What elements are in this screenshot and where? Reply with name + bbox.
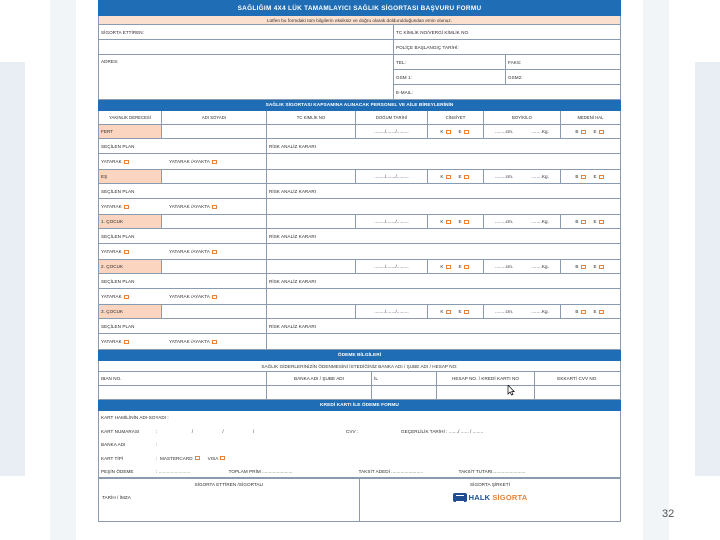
height-placeholder: ........cm. (495, 219, 514, 224)
member-marital (561, 170, 620, 183)
selected-plan-label: SEÇİLEN PLAN (101, 278, 135, 284)
weight-placeholder: ........Kg. (531, 309, 549, 314)
bank-row (101, 442, 618, 447)
gender-male-option[interactable] (459, 264, 471, 269)
member-name-input[interactable] (162, 170, 267, 183)
tel-label: TEL: (396, 59, 406, 65)
coverage-option-row (99, 244, 620, 260)
selected-plan-label: SEÇİLEN PLAN (101, 188, 135, 194)
member-row (99, 260, 620, 274)
inpatient-option[interactable] (101, 249, 163, 254)
company-box (360, 479, 620, 521)
policyholder-section (98, 25, 621, 100)
coverage-option-row (99, 289, 620, 305)
gender-female-label: K (440, 309, 444, 314)
account-label: HESAP NO. / KREDİ KARTI NO (437, 372, 535, 385)
form-title: SAĞLIĞIM 4X4 LÜK TAMAMLAYICI SAĞLIK SİGORTASI BAŞVURU FORMU (98, 0, 621, 16)
gender-female-label: K (440, 174, 444, 179)
member-height-weight-input[interactable] (484, 170, 561, 183)
col-relation: YAKINLIK DERECESİ (99, 111, 162, 124)
member-row (99, 125, 620, 139)
gender-male-checkbox[interactable] (464, 220, 469, 224)
application-form (98, 0, 621, 522)
insured-signature-box[interactable] (99, 479, 360, 521)
marital-single-checkbox[interactable] (581, 130, 586, 134)
left-panel (50, 0, 76, 540)
birth-date-placeholder: ......../......./......... (374, 129, 409, 134)
marital-single-label: B (575, 219, 579, 224)
risk-analysis-value[interactable] (267, 289, 620, 304)
marital-single-label: B (575, 174, 579, 179)
inpatient-outpatient-checkbox[interactable] (212, 205, 217, 209)
inpatient-outpatient-label: YATARAK /AYAKTA (169, 159, 210, 164)
gender-male-option[interactable] (459, 219, 471, 224)
mastercard-checkbox[interactable] (195, 456, 200, 460)
member-gender (428, 215, 484, 228)
member-height-weight-input[interactable] (484, 125, 561, 138)
bank-branch-input[interactable] (267, 386, 372, 399)
marital-single-option[interactable] (575, 264, 587, 269)
card-bank-input[interactable]: : (156, 442, 158, 447)
inpatient-outpatient-label: YATARAK /AYAKTA (169, 339, 210, 344)
card-holder-field[interactable] (101, 415, 618, 420)
member-tc-input[interactable] (267, 260, 356, 273)
gender-female-label: K (440, 264, 444, 269)
gender-male-label: E (458, 264, 462, 269)
expiry-label: EKKART/ CVV NO. (557, 376, 598, 381)
col-marital: MEDENİ HAL (577, 115, 604, 120)
risk-analysis-field[interactable] (267, 319, 620, 333)
member-birth-input[interactable] (356, 215, 428, 228)
weight-placeholder: ........Kg. (531, 174, 549, 179)
marital-married-option[interactable] (594, 219, 606, 224)
right-panel (643, 0, 669, 540)
start-date-label: POLİÇE BAŞLANGIÇ TARİHİ: (396, 44, 459, 50)
insurer-field[interactable] (99, 25, 394, 39)
marital-single-option[interactable] (575, 174, 587, 179)
marital-single-checkbox[interactable] (581, 310, 586, 314)
inpatient-outpatient-label: YATARAK /AYAKTA (169, 204, 210, 209)
gender-male-label: E (458, 174, 462, 179)
logo-text-halk: HALK (468, 493, 491, 502)
col-tc: TC KİMLİK NO (267, 111, 356, 124)
col-name: ADI SOYADI (162, 111, 267, 124)
inpatient-outpatient-label: YATARAK /AYAKTA (169, 294, 210, 299)
marital-married-option[interactable] (594, 264, 606, 269)
gsm2-label: GSM2: (508, 74, 523, 80)
inpatient-checkbox[interactable] (124, 295, 129, 299)
member-name-input[interactable] (162, 260, 267, 273)
inpatient-option[interactable] (101, 294, 163, 299)
col-gender: CİNSİYET (428, 111, 484, 124)
gender-female-checkbox[interactable] (446, 265, 451, 269)
marital-single-checkbox[interactable] (581, 175, 586, 179)
member-height-weight-input[interactable] (484, 215, 561, 228)
iban-input[interactable] (99, 386, 267, 399)
member-tc-input[interactable] (267, 125, 356, 138)
risk-analysis-label: RİSK ANALİZ KARARI (269, 233, 317, 239)
marital-married-option[interactable] (594, 174, 606, 179)
installment-amount-label: TAKSİT TUTARI......................... (458, 469, 526, 474)
card-number-input[interactable]: : / / / (156, 428, 255, 434)
inpatient-outpatient-checkbox[interactable] (212, 160, 217, 164)
card-type-row: KART TİPİ : MASTERCARD VISA (101, 456, 618, 461)
member-row (99, 305, 620, 319)
plan-row (99, 319, 620, 334)
member-row (99, 215, 620, 229)
marital-married-label: E (593, 219, 597, 224)
inpatient-checkbox[interactable] (124, 160, 129, 164)
installment-count-label: TAKSİT ADEDİ ........................ (358, 469, 424, 474)
insured-label: SİGORTA ETTİREN /SİGORTALI (194, 482, 264, 487)
selected-plan-label: SEÇİLEN PLAN (101, 143, 135, 149)
member-birth-input[interactable] (356, 170, 428, 183)
insurer-extra[interactable] (99, 40, 394, 54)
height-placeholder: ........cm. (495, 174, 514, 179)
coverage-options (99, 334, 267, 349)
member-gender (428, 305, 484, 318)
marital-married-checkbox[interactable] (599, 130, 604, 134)
date-signature-label: TARİH / İMZA (102, 495, 131, 500)
gsm1-label: GSM 1: (396, 74, 412, 80)
member-name-input[interactable] (162, 305, 267, 318)
address-field[interactable] (99, 55, 394, 99)
card-payment-section (98, 411, 621, 478)
risk-analysis-field[interactable] (267, 229, 620, 243)
member-birth-input[interactable] (356, 125, 428, 138)
inpatient-checkbox[interactable] (124, 205, 129, 209)
risk-analysis-value[interactable] (267, 154, 620, 169)
member-relation: 3. ÇOCUK (99, 305, 162, 318)
persons-column-headers (99, 111, 620, 125)
selected-plan-field[interactable] (99, 184, 267, 198)
tc-field[interactable] (394, 25, 620, 39)
member-tc-input[interactable] (267, 215, 356, 228)
gender-male-checkbox[interactable] (464, 175, 469, 179)
marital-married-label: E (593, 129, 597, 134)
account-input[interactable] (437, 386, 535, 399)
gender-female-label: K (440, 219, 444, 224)
marital-married-checkbox[interactable] (599, 175, 604, 179)
coverage-option-row (99, 334, 620, 350)
iban-label: IBAN NO. (99, 372, 267, 385)
risk-analysis-field[interactable] (267, 184, 620, 198)
city-label: İL (372, 372, 437, 385)
card-bank-label: BANKA ADI (101, 442, 126, 447)
start-date-field[interactable] (394, 40, 620, 54)
inpatient-outpatient-option[interactable] (169, 339, 219, 344)
member-relation: 2. ÇOCUK (99, 260, 162, 273)
inpatient-outpatient-option[interactable] (169, 294, 219, 299)
gender-female-checkbox[interactable] (446, 310, 451, 314)
gender-male-label: E (458, 309, 462, 314)
tel-field[interactable] (394, 55, 506, 69)
form-instruction: Lütfen bu formdaki tüm bilgilerin eksiksiz ve doğru olarak doldurulduğundan emin olunuz. (98, 16, 621, 25)
signature-section (98, 478, 621, 522)
payment-header: ÖDEME BİLGİLERİ (98, 350, 621, 361)
insurer-label: SİGORTA ETTİREN: (101, 29, 144, 35)
gender-female-checkbox[interactable] (446, 220, 451, 224)
member-height-weight-input[interactable] (484, 305, 561, 318)
selected-plan-field[interactable] (99, 229, 267, 243)
coverage-options (99, 154, 267, 169)
gender-female-option[interactable] (440, 174, 452, 179)
payment-terms-row: PEŞİN ÖDEME : ........................ TOPLAM PRİM ....................... TAKSİT ADEDİ ........................ TAKSİT TUTARI......................... (101, 469, 526, 474)
weight-placeholder: ........Kg. (531, 219, 549, 224)
marital-married-option[interactable] (594, 129, 606, 134)
cash-label: PEŞİN ÖDEME (101, 469, 134, 474)
risk-analysis-value[interactable] (267, 244, 620, 259)
member-marital (561, 125, 620, 138)
email-label: E-MAIL: (396, 89, 413, 95)
member-marital (561, 305, 620, 318)
inpatient-label: YATARAK (101, 339, 122, 344)
company-label: SİGORTA ŞİRKETİ (470, 482, 510, 487)
member-gender (428, 170, 484, 183)
member-height-weight-input[interactable] (484, 260, 561, 273)
marital-single-option[interactable] (575, 309, 587, 314)
validity-label: GEÇERLİLİK TARİHİ : ......./ ...... / ........ (401, 428, 484, 434)
inpatient-outpatient-option[interactable] (169, 249, 219, 254)
inpatient-option[interactable] (101, 204, 163, 209)
height-placeholder: ........cm. (495, 264, 514, 269)
city-input[interactable] (372, 386, 437, 399)
gender-male-option[interactable] (459, 174, 471, 179)
coverage-option-row (99, 154, 620, 170)
weight-placeholder: ........Kg. (531, 129, 549, 134)
member-tc-input[interactable] (267, 170, 356, 183)
gender-male-checkbox[interactable] (464, 130, 469, 134)
member-gender (428, 125, 484, 138)
inpatient-option[interactable] (101, 159, 163, 164)
risk-analysis-field[interactable] (267, 274, 620, 288)
member-birth-input[interactable] (356, 260, 428, 273)
inpatient-outpatient-checkbox[interactable] (212, 250, 217, 254)
marital-single-checkbox[interactable] (581, 265, 586, 269)
gender-male-label: E (458, 129, 462, 134)
risk-analysis-label: RİSK ANALİZ KARARI (269, 323, 317, 329)
coverage-options (99, 289, 267, 304)
payment-table (98, 372, 621, 400)
gender-male-checkbox[interactable] (464, 310, 469, 314)
height-placeholder: ........cm. (495, 309, 514, 314)
inpatient-outpatient-option[interactable] (169, 159, 219, 164)
gender-male-checkbox[interactable] (464, 265, 469, 269)
plan-row (99, 274, 620, 289)
inpatient-label: YATARAK (101, 204, 122, 209)
member-gender (428, 260, 484, 273)
mastercard-option[interactable] (160, 456, 202, 461)
inpatient-outpatient-checkbox[interactable] (212, 340, 217, 344)
marital-married-option[interactable] (594, 309, 606, 314)
card-header: KREDİ KARTI İLE ÖDEME FORMU (98, 400, 621, 411)
card-number-label: KART NUMARASI (101, 428, 140, 434)
member-relation: 1. ÇOCUK (99, 215, 162, 228)
selected-plan-field[interactable] (99, 319, 267, 333)
inpatient-outpatient-checkbox[interactable] (212, 295, 217, 299)
member-name-input[interactable] (162, 215, 267, 228)
height-placeholder: ........cm. (495, 129, 514, 134)
birth-date-placeholder: ......../......./......... (374, 264, 409, 269)
member-tc-input[interactable] (267, 305, 356, 318)
inpatient-checkbox[interactable] (124, 250, 129, 254)
card-holder-label: KART HAMİLİNİN ADI-SOYADI : (101, 415, 169, 420)
col-height-weight: BOY/KİLO (484, 111, 561, 124)
marital-married-label: E (593, 264, 597, 269)
coverage-options (99, 244, 267, 259)
gender-female-option[interactable] (440, 129, 452, 134)
gsm1-field[interactable] (394, 70, 506, 84)
gender-female-checkbox[interactable] (446, 130, 451, 134)
visa-option[interactable] (208, 456, 228, 461)
tc-label: TC KİMLİK NO/VERGİ KİMLİK NO. (396, 29, 470, 35)
marital-single-label: B (575, 309, 579, 314)
form-page (76, 0, 643, 540)
marital-single-option[interactable] (575, 129, 587, 134)
inpatient-label: YATARAK (101, 249, 122, 254)
gender-male-option[interactable] (459, 309, 471, 314)
member-relation: EŞ (99, 170, 162, 183)
cash-input[interactable]: ........................ (158, 469, 191, 474)
member-marital (561, 215, 620, 228)
address-label: ADRES: (101, 59, 119, 64)
selected-plan-label: SEÇİLEN PLAN (101, 323, 135, 329)
gender-female-option[interactable] (440, 309, 452, 314)
plan-row (99, 184, 620, 199)
visa-checkbox[interactable] (220, 456, 225, 460)
gender-female-option[interactable] (440, 219, 452, 224)
coverage-options (99, 199, 267, 214)
birth-date-placeholder: ......../......./......... (374, 174, 409, 179)
right-side-strip (695, 62, 720, 476)
inpatient-outpatient-option[interactable] (169, 204, 219, 209)
marital-married-checkbox[interactable] (599, 310, 604, 314)
fax-label: FAKS: (508, 59, 522, 65)
member-name-input[interactable] (162, 125, 267, 138)
persons-table (98, 111, 621, 350)
selected-plan-field[interactable] (99, 274, 267, 288)
bank-branch-label: BANKA ADI / ŞUBE ADI (267, 372, 372, 385)
mouse-pointer-icon (507, 385, 515, 396)
gender-female-label: K (440, 129, 444, 134)
gender-male-label: E (458, 219, 462, 224)
marital-single-label: B (575, 264, 579, 269)
col-birth: DOĞUM TARİHİ (356, 111, 428, 124)
risk-analysis-label: RİSK ANALİZ KARARI (269, 278, 317, 284)
marital-single-label: B (575, 129, 579, 134)
card-type-label: KART TİPİ (101, 455, 124, 461)
gender-female-checkbox[interactable] (446, 175, 451, 179)
expiry-input[interactable] (535, 386, 620, 399)
left-side-strip (0, 62, 25, 476)
weight-placeholder: ........Kg. (531, 264, 549, 269)
risk-analysis-label: RİSK ANALİZ KARARI (269, 188, 317, 194)
member-marital (561, 260, 620, 273)
risk-analysis-value[interactable] (267, 334, 620, 349)
marital-married-label: E (593, 174, 597, 179)
page-number: 32 (662, 508, 675, 520)
member-birth-input[interactable] (356, 305, 428, 318)
gsm2-field[interactable] (506, 70, 620, 84)
mastercard-label: MASTERCARD (159, 455, 193, 461)
marital-single-option[interactable] (575, 219, 587, 224)
card-number-row (101, 429, 618, 434)
marital-married-label: E (593, 309, 597, 314)
coverage-option-row (99, 199, 620, 215)
total-premium-label: TOPLAM PRİM ....................... (228, 469, 293, 474)
selected-plan-label: SEÇİLEN PLAN (101, 233, 135, 239)
plan-row (99, 229, 620, 244)
inpatient-label: YATARAK (101, 159, 122, 164)
inpatient-checkbox[interactable] (124, 340, 129, 344)
halk-sigorta-logo (453, 493, 528, 502)
logo-text-sigorta: SİGORTA (492, 493, 528, 502)
member-relation: FERT (99, 125, 162, 138)
gender-female-option[interactable] (440, 264, 452, 269)
email-field[interactable] (394, 85, 620, 99)
marital-single-checkbox[interactable] (581, 220, 586, 224)
cvv-label: CVV : (346, 428, 359, 434)
selected-plan-field[interactable] (99, 139, 267, 153)
risk-analysis-value[interactable] (267, 199, 620, 214)
plan-row (99, 139, 620, 154)
gender-male-option[interactable] (459, 129, 471, 134)
member-row (99, 170, 620, 184)
fax-field[interactable] (506, 55, 620, 69)
risk-analysis-label: RİSK ANALİZ KARARI (269, 143, 317, 149)
birth-date-placeholder: ......../......./......... (374, 309, 409, 314)
birth-date-placeholder: ......../......./......... (374, 219, 409, 224)
inpatient-outpatient-label: YATARAK /AYAKTA (169, 249, 210, 254)
visa-label: VISA (207, 455, 219, 461)
marital-married-checkbox[interactable] (599, 220, 604, 224)
inpatient-label: YATARAK (101, 294, 122, 299)
persons-header: SAĞLIK SİGORTASI KAPSAMINA ALINACAK PERSONEL VE AİLE BİREYLERİNİN (98, 100, 621, 111)
risk-analysis-field[interactable] (267, 139, 620, 153)
payment-subheader: SAĞLIK GİDERLERİNİZİN ÖDENMESİNİ İSTEDİĞİNİZ BANKA ADI / ŞUBE ADI / HESAP NO: (98, 361, 621, 372)
marital-married-checkbox[interactable] (599, 265, 604, 269)
logo-mark-icon (453, 493, 467, 502)
inpatient-option[interactable] (101, 339, 163, 344)
